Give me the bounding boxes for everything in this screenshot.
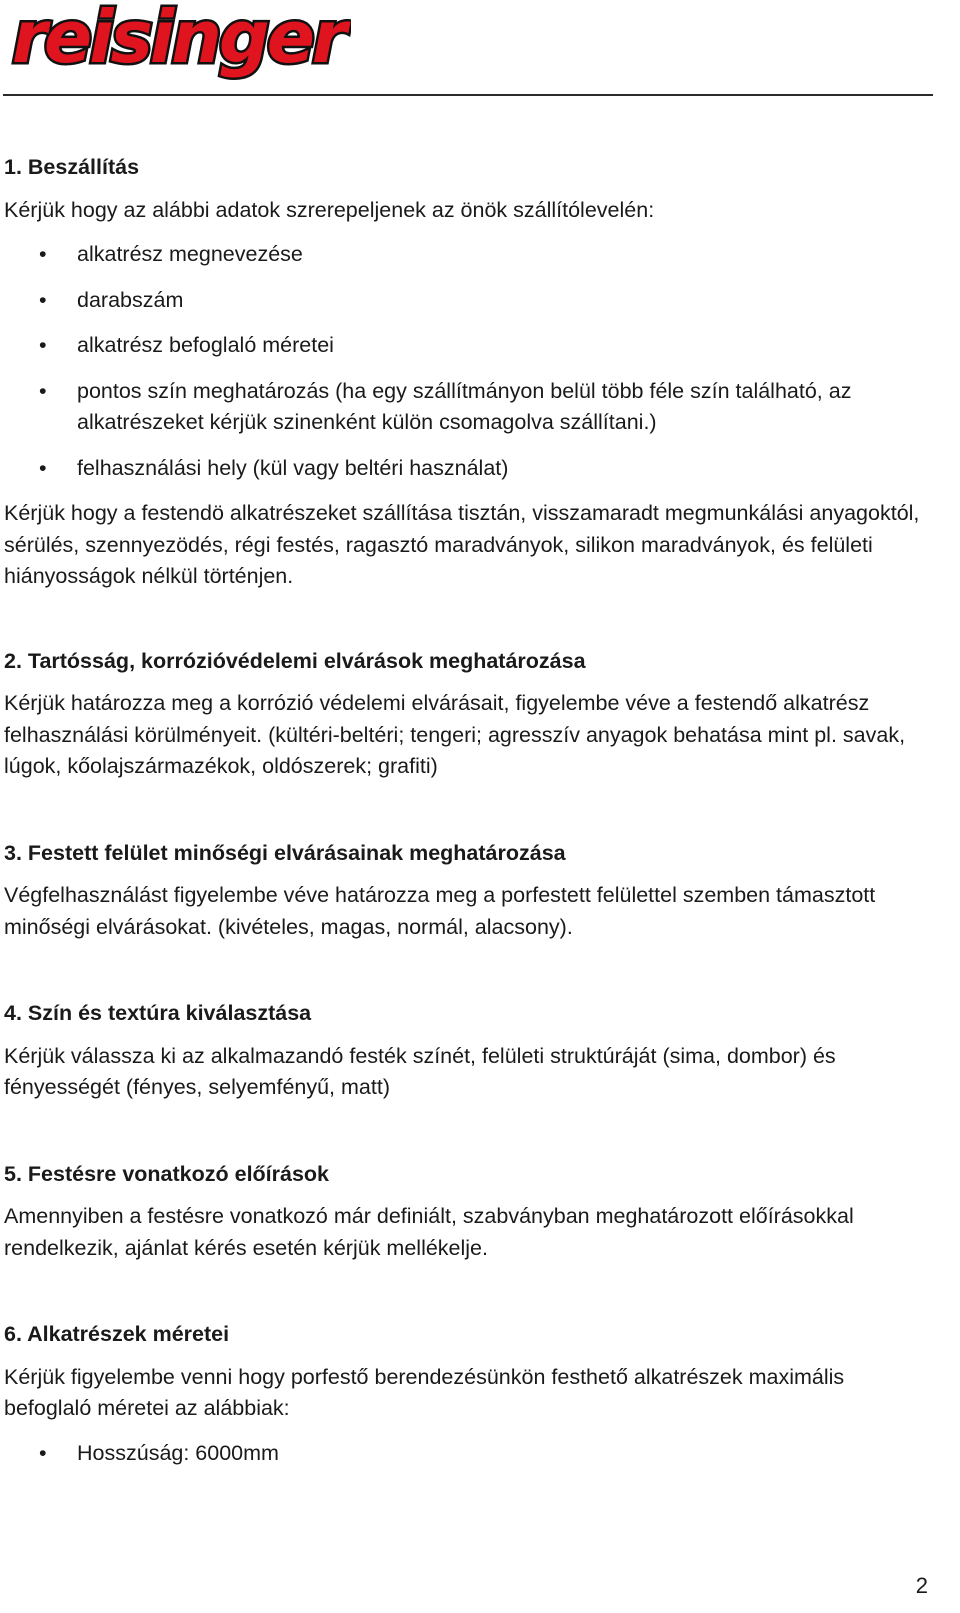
- section-quality: [4, 838, 934, 944]
- list-item: [4, 376, 934, 439]
- list-item: [4, 453, 934, 485]
- page-header: [0, 0, 960, 97]
- section-text: Kérjük figyelembe venni hogy porfestő berendezésünkön festhető alkatrészek maximális befoglaló méretei az alábbiak:: [4, 1364, 845, 1420]
- list-item-text: alkatrész befoglaló méretei: [77, 333, 334, 357]
- bullet-icon: •: [39, 378, 47, 403]
- section-text: Amennyiben a festésre vonatkozó már definiált, szabványban meghatározott előírásokkal rendelkezik, ajánlat kérés esetén kérjük mellékelje.: [4, 1204, 854, 1260]
- section-delivery: [4, 152, 934, 593]
- section-painting-rules: [4, 1159, 934, 1265]
- section-color-texture: [4, 998, 934, 1104]
- section-text: Végfelhasználást figyelembe véve határozza meg a porfestett felülettel szemben támasztott minőségi elvárásokat. (kivételes, magas, normál, alacsony).: [4, 883, 876, 939]
- list-item-text: alkatrész megnevezése: [77, 242, 303, 266]
- section-heading: 2. Tartósság, korrózióvédelemi elvárások meghatározása: [4, 648, 586, 673]
- section-heading: 4. Szín és textúra kiválasztása: [4, 1001, 312, 1025]
- list-item: [4, 1438, 934, 1470]
- bullet-icon: •: [39, 455, 47, 480]
- list-item-text: felhasználási hely (kül vagy beltéri használat): [77, 455, 509, 480]
- list-item: [4, 239, 934, 271]
- section-heading: 1. Beszállítás: [4, 155, 140, 179]
- list-item-text: darabszám: [77, 287, 184, 312]
- section-heading: 3. Festett felület minőségi elvárásainak meghatározása: [4, 840, 566, 865]
- section-text: Kérjük válassza ki az alkalmazandó festék színét, felületi struktúráját (sima, dombor) és fényességét (fényes, selyemfényű, matt): [4, 1043, 836, 1099]
- section-heading: 6. Alkatrészek méretei: [4, 1322, 230, 1346]
- svg-text:reisinger: reisinger: [12, 2, 351, 79]
- header-divider: [3, 94, 933, 96]
- section-text: Kérjük határozza meg a korrózió védelemi elvárásait, figyelembe véve a festendő alkatrész felhasználási körülményeit. (kültéri-beltéri; tengeri; agresszív anyagok behatása mint pl. savak, lúgok, kőolajszármazékok, oldószerek; grafiti): [4, 691, 906, 778]
- document-body: [4, 152, 934, 1483]
- list-item-text: Hosszúság: 6000mm: [77, 1440, 279, 1465]
- bullet-icon: •: [39, 287, 47, 312]
- section-dimensions: [4, 1319, 934, 1469]
- section-intro: Kérjük hogy az alábbi adatok szrerepeljenek az önök szállítólevelén:: [4, 197, 655, 222]
- list-item: [4, 285, 934, 317]
- delivery-bullet-list: [4, 239, 934, 484]
- dimensions-bullet-list: [4, 1438, 934, 1470]
- page-number: 2: [915, 1573, 928, 1598]
- list-item-text: pontos szín meghatározás (ha egy szállítmányon belül több féle szín található, az alkatrészeket kérjük szinenként külön csomagolva szállítani.): [77, 378, 852, 434]
- bullet-icon: •: [39, 242, 47, 266]
- bullet-icon: •: [39, 333, 47, 357]
- reisinger-logo: [6, 2, 351, 88]
- list-item: [4, 330, 934, 362]
- bullet-icon: •: [39, 1440, 47, 1465]
- section-outro: Kérjük hogy a festendö alkatrészeket szállítása tisztán, visszamaradt megmunkálási anyagoktól, sérülés, szennyezödés, régi festés, ragasztó maradványok, silikon maradványok, és felületi hiányosságok nélkül történjen.: [4, 501, 920, 588]
- section-heading: 5. Festésre vonatkozó előírások: [4, 1161, 330, 1186]
- section-durability: [4, 646, 934, 783]
